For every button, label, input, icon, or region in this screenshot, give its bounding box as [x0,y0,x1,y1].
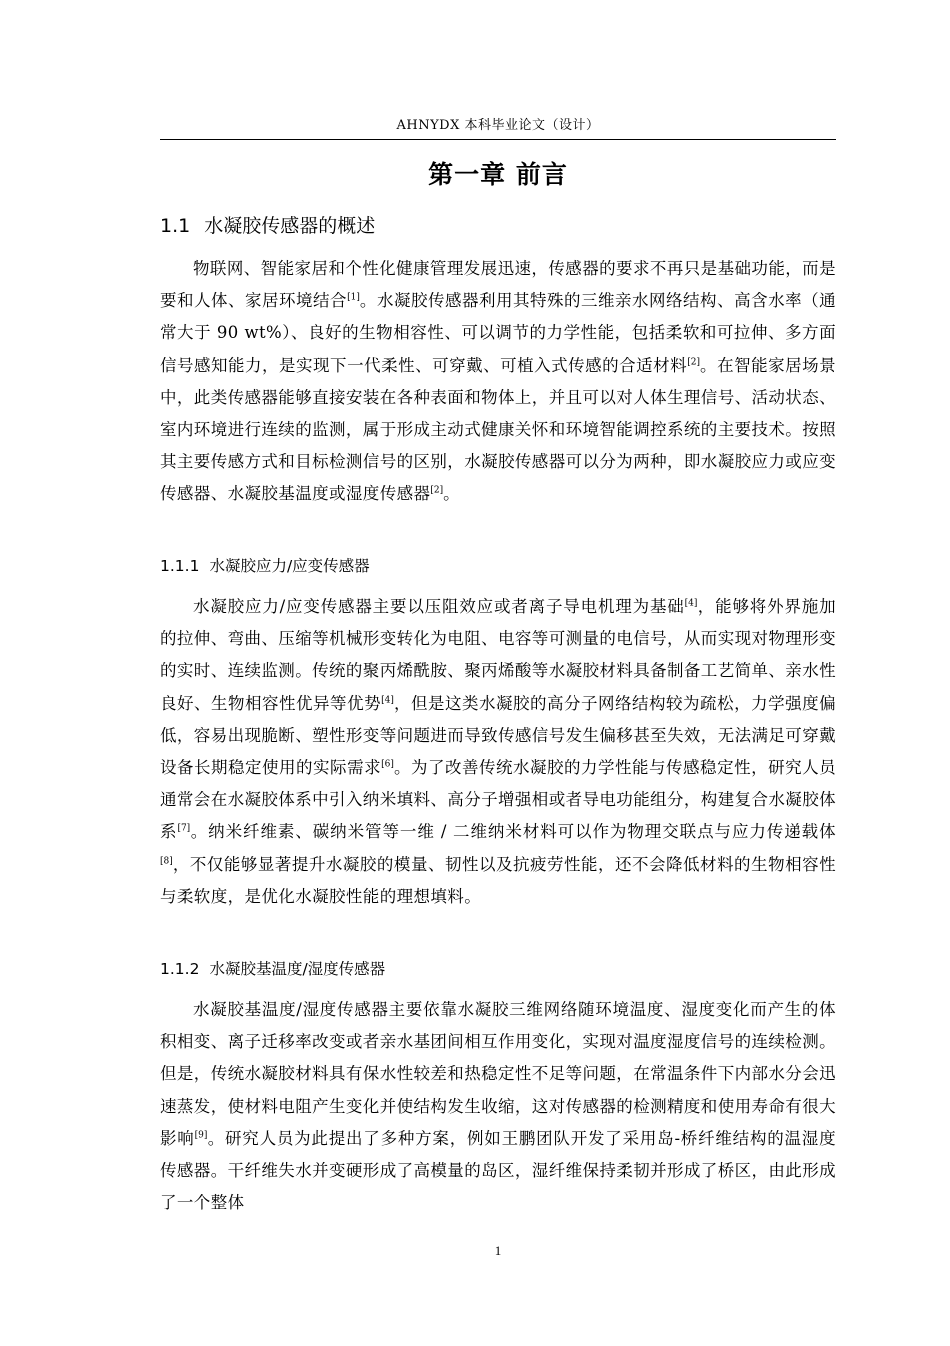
citation-marker: [1] [347,292,360,303]
citation-marker: [8] [160,856,173,867]
section-title: 水凝胶基温度/湿度传感器 [209,960,386,978]
section-heading-1-1-2 [160,957,836,981]
paragraph-overview: 物联网、智能家居和个性化健康管理发展迅速，传感器的要求不再只是基础功能，而是要和人体、家居环境结合[1]。水凝胶传感器利用其特殊的三维亲水网络结构、高含水率（通常大于 90 wt%）、良好的生物相容性、可以调节的力学性能，包括柔软和可拉伸、多方面信号感知能力，是实现下一代柔性、可穿戴、可植入式传感的合适材料[2]。在智能家居场景中，此类传感器能够直接安装在各种表面和物体上，并且可以对人体生理信号、活动状态、室内环境进行连续的监测，属于形成主动式健康关怀和环境智能调控系统的主要技术。按照其主要传感方式和目标检测信号的区别，水凝胶传感器可以分为两种，即水凝胶应力或应变传感器、水凝胶基温度或湿度传感器[2]。 [160,259,837,504]
section-title: 水凝胶应力/应变传感器 [209,557,370,575]
paragraph-strain-sensor: 水凝胶应力/应变传感器主要以压阻效应或者离子导电机理为基础[4]，能够将外界施加的拉伸、弯曲、压缩等机械形变转化为电阻、电容等可测量的电信号，从而实现对物理形变的实时、连续监测。传统的聚丙烯酰胺、聚丙烯酸等水凝胶材料具备制备工艺简单、亲水性良好、生物相容性优异等优势[4]，但是这类水凝胶的高分子网络结构较为疏松，力学强度偏低，容易出现脆断、塑性形变等问题进而导致传感信号发生偏移甚至失效，无法满足可穿戴设备长期稳定使用的实际需求[6]。为了改善传统水凝胶的力学性能与传感稳定性，研究人员通常会在水凝胶体系中引入纳米填料、高分子增强相或者导电功能组分，构建复合水凝胶体系[7]。纳米纤维素、碳纳米管等一维 / 二维纳米材料可以作为物理交联点与应力传递载体[8]，不仅能够显著提升水凝胶的模量、韧性以及抗疲劳性能，还不会降低材料的生物相容性与柔软度，是优化水凝胶性能的理想填料。 [160,597,837,906]
citation-marker: [4] [684,598,698,609]
paragraph-temperature-humidity-sensor: 水凝胶基温度/湿度传感器主要依靠水凝胶三维网络随环境温度、湿度变化而产生的体积相变、离子迁移率改变或者亲水基团间相互作用变化，实现对温度湿度信号的连续检测。但是，传统水凝胶材料具有保水性较差和热稳定性不足等问题，在常温条件下内部水分会迅速蒸发，使材料电阻产生变化并使结构发生收缩，这对传感器的检测精度和使用寿命有很大影响[9]。研究人员为此提出了多种方案，例如王鹏团队开发了采用岛-桥纤维结构的温湿度传感器。干纤维失水并变硬形成了高模量的岛区，湿纤维保持柔韧并形成了桥区，由此形成了一个整体 [160,1000,836,1213]
citation-marker: [2] [687,357,700,368]
section-number: 1.1.2 [160,960,200,978]
section-number: 1.1 [160,215,191,237]
header-rule [160,139,836,140]
citation-marker: [2] [430,485,444,496]
section-number: 1.1.1 [160,557,200,575]
citation-marker: [6] [381,759,394,770]
citation-marker: [4] [381,695,394,706]
citation-marker: [7] [177,823,191,834]
citation-marker: [9] [194,1130,208,1141]
section-heading-1-1 [160,212,836,240]
section-heading-1-1-1 [160,554,836,578]
running-header: AHNYDX 本科毕业论文（设计） [396,118,600,133]
chapter-title: 第一章 前言 [428,160,568,189]
section-title: 水凝胶传感器的概述 [204,215,376,237]
page-number: 1 [494,1243,502,1258]
